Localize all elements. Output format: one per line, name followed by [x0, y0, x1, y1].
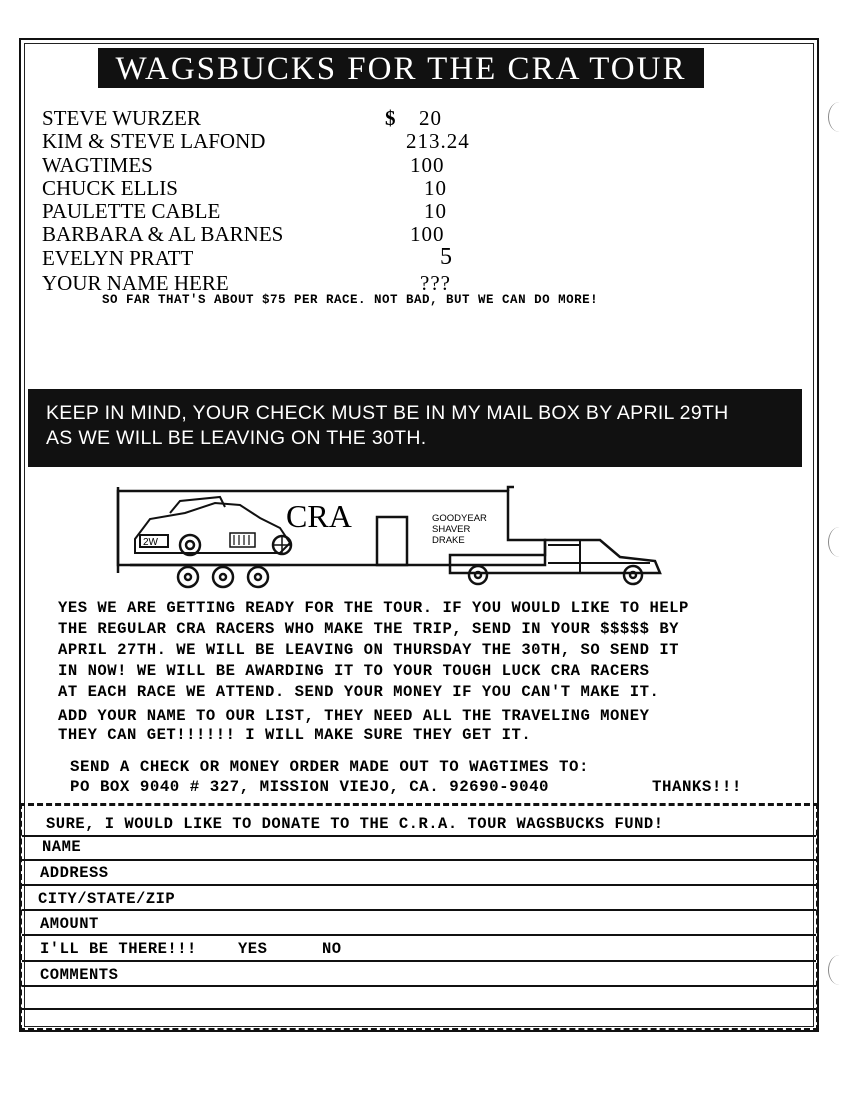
donor-amount: 20: [419, 106, 442, 130]
sponsor-shaver: SHAVER: [432, 524, 471, 535]
donor-name: BARBARA & AL BARNES: [42, 222, 284, 246]
sponsor-goodyear: GOODYEAR: [432, 513, 487, 524]
attend-no-option[interactable]: NO: [322, 940, 342, 958]
donor-amount: 100: [410, 222, 445, 246]
truck-wheel: [624, 566, 642, 584]
donor-name: CHUCK ELLIS: [42, 176, 178, 200]
trailer-wheel: [248, 567, 268, 587]
name-field[interactable]: [22, 859, 816, 861]
trailer-wheel: [213, 567, 233, 587]
address-label: ADDRESS: [40, 864, 109, 882]
notice-line: AS WE WILL BE LEAVING ON THE 30TH.: [46, 427, 427, 449]
name-label: NAME: [42, 838, 82, 856]
so-far-note: SO FAR THAT'S ABOUT $75 PER RACE. NOT BAD, BUT WE CAN DO MORE!: [102, 293, 599, 307]
donor-name: STEVE WURZER: [42, 106, 201, 130]
car-number: 2W: [143, 537, 158, 548]
deadline-notice: [28, 389, 802, 467]
body-line: APRIL 27TH. WE WILL BE LEAVING ON THURSDAY THE 30TH, SO SEND IT: [58, 641, 680, 659]
notice-line: KEEP IN MIND, YOUR CHECK MUST BE IN MY MAIL BOX BY APRIL 29TH: [46, 402, 729, 424]
amount-label: AMOUNT: [40, 915, 99, 933]
trailer-logo: CRA: [286, 498, 352, 534]
donor-amount: 100: [410, 153, 445, 177]
body-line: AT EACH RACE WE ATTEND. SEND YOUR MONEY IF YOU CAN'T MAKE IT.: [58, 683, 660, 701]
sponsor-drake: DRAKE: [432, 535, 465, 546]
truck-trailer-illustration: [110, 483, 670, 591]
hole-punch-bottom: [828, 955, 850, 985]
donor-amount: 213.24: [406, 129, 470, 153]
form-rule: [22, 960, 816, 962]
amount-field[interactable]: [22, 934, 816, 936]
city-state-zip-field[interactable]: [22, 909, 816, 911]
city-state-zip-label: CITY/STATE/ZIP: [38, 890, 176, 908]
page-title: WAGSBUCKS FOR THE CRA TOUR: [98, 48, 704, 88]
comments-field[interactable]: [22, 985, 816, 987]
donation-form: [19, 803, 819, 1031]
donor-name: PAULETTE CABLE: [42, 199, 221, 223]
donor-amount: 10: [424, 199, 447, 223]
hole-punch-middle: [828, 527, 850, 557]
donor-amount: 5: [440, 244, 453, 270]
donor-amount: ???: [420, 271, 451, 295]
trailer-door: [377, 517, 407, 565]
attend-label: I'LL BE THERE!!!: [40, 940, 197, 958]
donor-name: WAGTIMES: [42, 153, 153, 177]
form-rule: [22, 835, 816, 837]
donor-name: KIM & STEVE LAFOND: [42, 129, 266, 153]
comments-field-line[interactable]: [22, 1008, 816, 1010]
send-instructions: SEND A CHECK OR MONEY ORDER MADE OUT TO WAGTIMES TO:: [70, 758, 589, 776]
body-line: THEY CAN GET!!!!!! I WILL MAKE SURE THEY GET IT.: [58, 726, 532, 744]
donor-amount: 10: [424, 176, 447, 200]
attend-yes-option[interactable]: YES: [238, 940, 268, 958]
thanks-text: THANKS!!!: [652, 778, 742, 796]
body-line: YES WE ARE GETTING READY FOR THE TOUR. IF YOU WOULD LIKE TO HELP: [58, 599, 689, 617]
race-car: [135, 503, 290, 553]
truck-wheel: [469, 566, 487, 584]
trailer-wheel: [178, 567, 198, 587]
body-line: ADD YOUR NAME TO OUR LIST, THEY NEED ALL THE TRAVELING MONEY: [58, 707, 650, 725]
comments-label: COMMENTS: [40, 966, 119, 984]
donor-name: YOUR NAME HERE: [42, 271, 229, 295]
form-heading: SURE, I WOULD LIKE TO DONATE TO THE C.R.A. TOUR WAGSBUCKS FUND!: [46, 815, 664, 833]
hole-punch-top: [828, 102, 850, 132]
address-field[interactable]: [22, 884, 816, 886]
body-line: IN NOW! WE WILL BE AWARDING IT TO YOUR TOUGH LUCK CRA RACERS: [58, 662, 650, 680]
body-line: THE REGULAR CRA RACERS WHO MAKE THE TRIP, SEND IN YOUR $$$$$ BY: [58, 620, 680, 638]
currency-sign: $: [385, 106, 397, 130]
donor-name: EVELYN PRATT: [42, 246, 194, 270]
mailing-address: PO BOX 9040 # 327, MISSION VIEJO, CA. 92690-9040: [70, 778, 550, 796]
